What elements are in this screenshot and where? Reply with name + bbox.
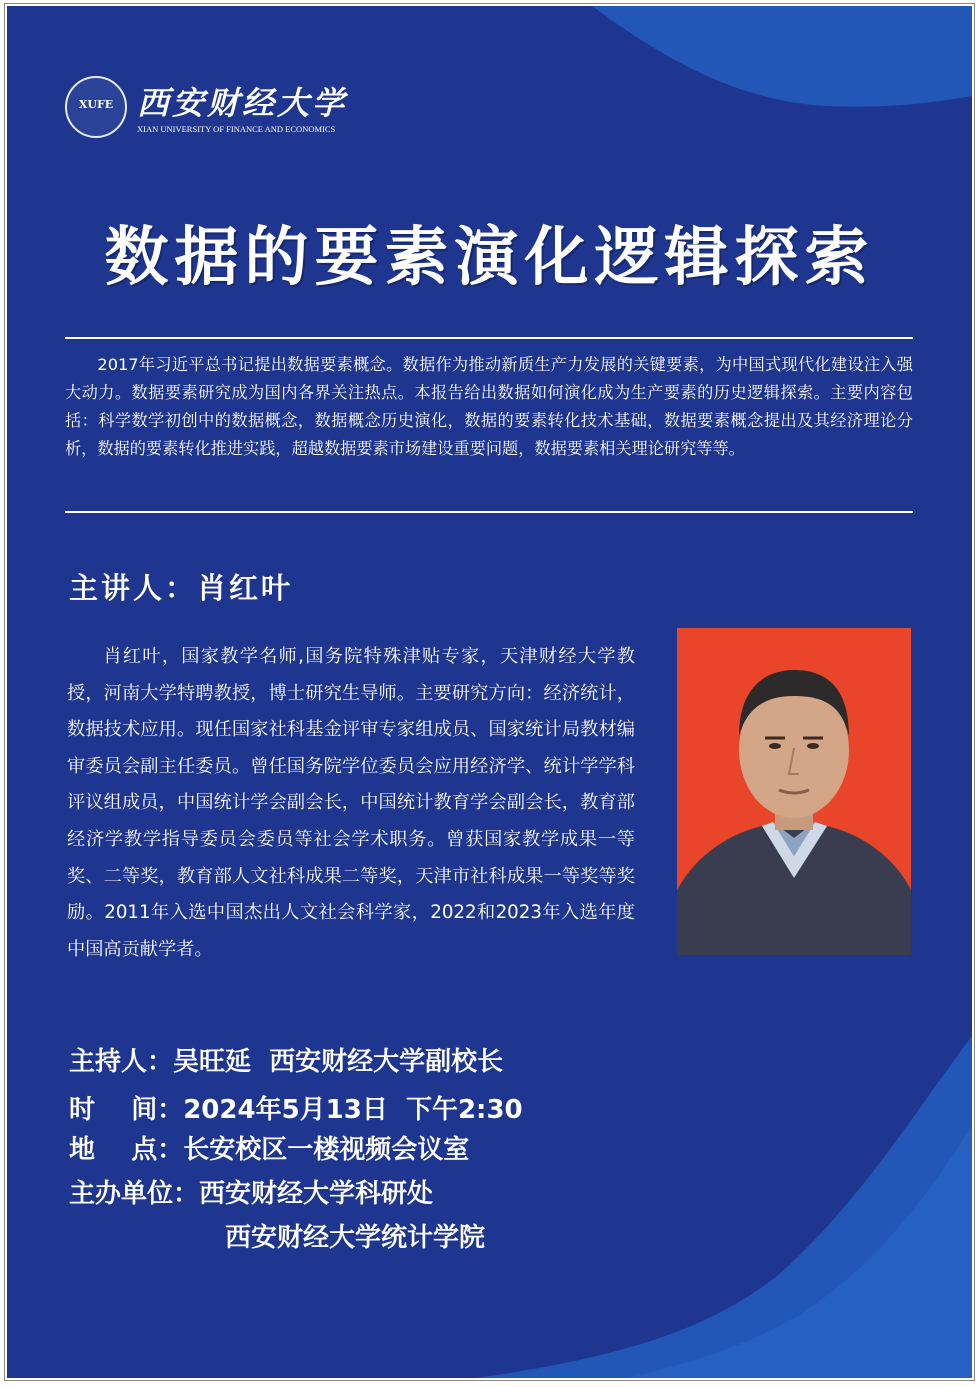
poster-title: 数据的要素演化逻辑探索	[104, 221, 875, 295]
organizer-row	[69, 1174, 433, 1214]
organizer-row-2	[225, 1218, 485, 1258]
host-row	[69, 1042, 503, 1082]
abstract-text: 2017年习近平总书记提出数据要素概念。数据作为推动新质生产力发展的关键要素，为中国式现代化建设注入强大动力。数据要素研究成为国内各界关注热点。本报告给出数据如何演化成为生产要素的历史逻辑探索。主要内容包括：科学数学初创中的数据概念，数据概念历史演化，数据的要素转化技术基础，数据要素概念提出及其经济理论分析，数据的要素转化推进实践，超越数据要素市场建设重要问题，数据要素相关理论研究等等。	[65, 355, 913, 458]
organizer-value-1: 西安财经大学科研处	[199, 1179, 434, 1209]
seal-text: XUFE	[78, 98, 114, 111]
speaker-heading: 主讲人：肖红叶	[69, 571, 294, 605]
place-label: 地 点：	[69, 1135, 184, 1165]
speaker-bio: 肖红叶，国家教学名师,国务院特殊津贴专家，天津财经大学教授，河南大学特聘教授，博士研究生导师。主要研究方向：经济统计，数据技术应用。现任国家社科基金评审专家组成员、国家统计局教材编审委员会副主任委员。曾任国务院学位委员会应用经济学、统计学学科评议组成员，中国统计学会副会长，中国统计教育学会副会长，教育部经济学教学指导委员会委员等社会学术职务。曾获国家教学成果一等奖、二等奖，教育部人文社科成果二等奖，天津市社科成果一等奖等奖励。2011年入选中国杰出人文社会科学家，2022和2023年入选年度中国高贡献学者。	[67, 646, 635, 960]
place-value: 长安校区一楼视频会议室	[183, 1135, 470, 1165]
organizer-value-2: 西安财经大学统计学院	[225, 1223, 486, 1253]
divider-bottom	[65, 511, 913, 513]
organizer-label: 主办单位：	[69, 1179, 200, 1209]
host-value: 吴旺延 西安财经大学副校长	[173, 1047, 504, 1077]
university-name-en: XIAN UNIVERSITY OF FINANCE AND ECONOMICS	[137, 124, 336, 134]
university-name-cn: 西安财经大学	[137, 84, 348, 122]
place-row	[69, 1130, 469, 1170]
poster	[7, 6, 972, 1378]
divider-top	[65, 337, 913, 339]
host-label: 主持人：	[69, 1047, 174, 1077]
time-label: 时 间：	[69, 1095, 184, 1125]
time-row	[69, 1090, 523, 1130]
speaker-photo	[677, 628, 911, 955]
university-logo	[65, 76, 365, 146]
seal-icon	[65, 76, 127, 138]
time-value: 2024年5月13日 下午2:30	[183, 1095, 523, 1125]
